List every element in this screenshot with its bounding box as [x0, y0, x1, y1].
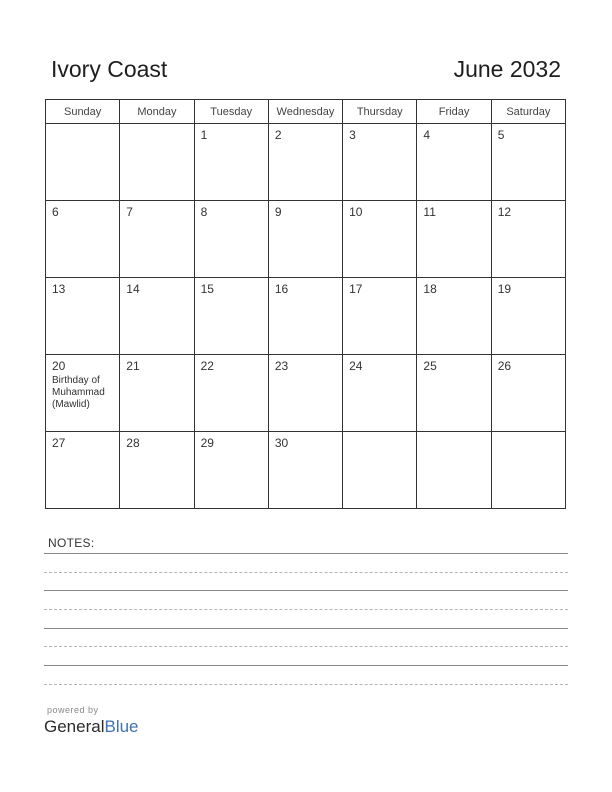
holiday-label: Birthday of Muhammad (Mawlid) — [52, 375, 105, 410]
day-cell — [268, 355, 342, 432]
day-number: 26 — [497, 359, 512, 373]
notes-label: NOTES: — [48, 536, 95, 550]
weekday-header-row — [46, 100, 566, 124]
month-year-title: June 2032 — [453, 56, 561, 82]
day-number: 29 — [200, 436, 214, 450]
day-cell — [417, 432, 491, 509]
notes-line — [44, 628, 568, 629]
day-number: 23 — [274, 359, 289, 373]
day-cell — [120, 432, 194, 509]
day-cell — [46, 278, 120, 355]
day-number: 3 — [349, 128, 356, 142]
notes-line — [44, 609, 568, 610]
day-cell — [343, 432, 417, 509]
day-cell — [343, 201, 417, 278]
day-number — [46, 124, 119, 128]
day-cell — [194, 432, 268, 509]
brand-name-part2: Blue — [104, 717, 139, 736]
day-number — [417, 432, 490, 436]
day-cell — [46, 124, 120, 201]
notes-line — [44, 553, 568, 554]
week-row — [46, 432, 566, 509]
day-cell — [343, 124, 417, 201]
day-number: 15 — [200, 282, 214, 296]
day-cell — [194, 124, 268, 201]
day-number: 1 — [200, 128, 208, 142]
day-cell — [120, 201, 194, 278]
day-number: 24 — [349, 359, 363, 373]
day-number: 30 — [274, 436, 289, 450]
weekday-header: Monday — [120, 100, 194, 124]
day-number: 20 — [52, 359, 66, 373]
day-number: 19 — [497, 282, 512, 296]
brand-name-part1: General — [44, 717, 105, 736]
day-number: 11 — [423, 205, 436, 219]
notes-line — [44, 665, 568, 666]
day-number — [492, 432, 565, 436]
day-cell — [343, 355, 417, 432]
day-number: 22 — [200, 359, 214, 373]
day-number: 7 — [126, 205, 133, 219]
day-cell — [491, 355, 565, 432]
day-number: 18 — [423, 282, 437, 296]
notes-line — [44, 646, 568, 647]
notes-line — [44, 572, 568, 573]
weekday-header: Tuesday — [194, 100, 268, 124]
day-number: 5 — [497, 128, 505, 142]
day-cell — [194, 355, 268, 432]
day-cell — [491, 278, 565, 355]
calendar-grid — [45, 99, 566, 509]
day-cell — [120, 355, 194, 432]
notes-line — [44, 590, 568, 591]
day-number: 2 — [274, 128, 282, 142]
day-number: 8 — [200, 205, 208, 219]
weekday-header: Saturday — [491, 100, 565, 124]
week-row — [46, 124, 566, 201]
weekday-header: Wednesday — [268, 100, 342, 124]
day-cell — [417, 278, 491, 355]
day-number: 16 — [274, 282, 289, 296]
day-number: 27 — [52, 436, 66, 450]
day-cell — [268, 124, 342, 201]
day-cell — [46, 201, 120, 278]
day-number: 25 — [423, 359, 437, 373]
weekday-header: Thursday — [343, 100, 417, 124]
day-cell — [491, 432, 565, 509]
day-number: 17 — [349, 282, 363, 296]
day-number: 28 — [126, 436, 140, 450]
day-cell — [268, 432, 342, 509]
day-cell — [343, 278, 417, 355]
day-cell — [268, 201, 342, 278]
week-row — [46, 278, 566, 355]
day-cell — [491, 201, 565, 278]
day-number — [120, 124, 193, 128]
day-number: 6 — [52, 205, 59, 219]
week-row — [46, 355, 566, 432]
day-number — [343, 432, 416, 436]
day-number: 14 — [126, 282, 140, 296]
day-cell — [417, 124, 491, 201]
day-cell — [120, 124, 194, 201]
day-cell — [491, 124, 565, 201]
powered-by-text: powered by — [47, 705, 99, 715]
day-cell — [194, 278, 268, 355]
weekday-header: Friday — [417, 100, 491, 124]
day-number: 21 — [126, 359, 140, 373]
day-number: 4 — [423, 128, 431, 142]
day-number: 10 — [349, 205, 363, 219]
day-cell — [417, 355, 491, 432]
day-cell — [46, 355, 120, 432]
day-cell — [417, 201, 491, 278]
week-row — [46, 201, 566, 278]
notes-line — [44, 684, 568, 685]
day-cell — [46, 432, 120, 509]
brand-logo — [44, 717, 139, 737]
day-cell — [120, 278, 194, 355]
day-number: 12 — [497, 205, 512, 219]
day-cell — [194, 201, 268, 278]
country-title: Ivory Coast — [51, 56, 168, 82]
weekday-header: Sunday — [46, 100, 120, 124]
day-number: 9 — [274, 205, 282, 219]
day-number: 13 — [52, 282, 66, 296]
day-cell — [268, 278, 342, 355]
